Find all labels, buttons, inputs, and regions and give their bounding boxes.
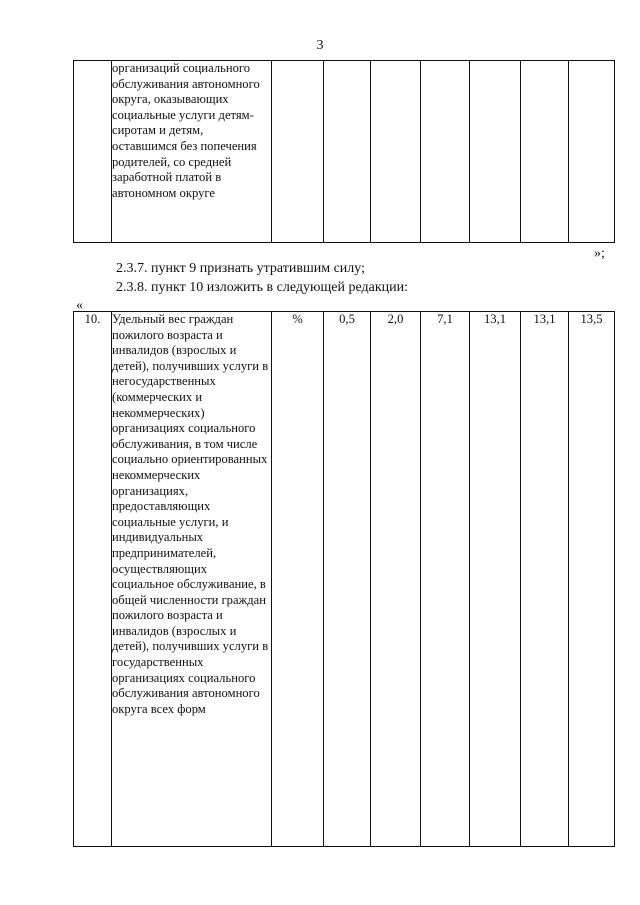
value-cell: 0,5 <box>324 312 371 847</box>
value-cell <box>371 61 421 243</box>
closing-quote: »; <box>594 246 605 261</box>
value-cell <box>569 61 615 243</box>
unit-cell: % <box>272 312 324 847</box>
value-cell <box>521 61 569 243</box>
table-row <box>74 61 615 243</box>
value-cell <box>421 61 470 243</box>
value-cell <box>470 61 521 243</box>
indicator-cell <box>112 61 272 243</box>
unit-cell <box>272 61 324 243</box>
row-number: 10. <box>74 312 112 847</box>
paragraph-2-3-8: 2.3.8. пункт 10 изложить в следующей редакции: <box>116 280 408 295</box>
paragraph-2-3-7: 2.3.7. пункт 9 признать утратившим силу; <box>116 261 365 276</box>
opening-quote: « <box>76 298 83 313</box>
page-number: 3 <box>316 38 324 53</box>
table-continuation <box>73 60 615 243</box>
number-cell <box>74 61 112 243</box>
indicator-cell <box>112 312 272 847</box>
value-cell: 7,1 <box>421 312 470 847</box>
value-cell <box>324 61 371 243</box>
value-cell: 13,1 <box>521 312 569 847</box>
table-row <box>74 312 615 847</box>
value-cell: 13,1 <box>470 312 521 847</box>
value-cell: 13,5 <box>569 312 615 847</box>
table-indicator-10 <box>73 311 615 847</box>
value-cell: 2,0 <box>371 312 421 847</box>
indicator-text: организаций социального обслуживания автономного округа, оказывающих социальные услуги детям-сиротам и детям, оставшимся без попечения родителей, со средней заработной платой в автономном округе <box>112 61 260 200</box>
indicator-text: Удельный вес граждан пожилого возраста и инвалидов (взрослых и детей), получивших услуги в негосударственных (коммерческих и некоммерческих) организациях социального обслуживания, в том числе социально ориентированных некоммерческих организациях, предоставляющих социальные услуги, и индивидуальных предпринимателей, осуществляющих социальное обслуживание, в общей численности граждан пожилого возраста и инвалидов (взрослых и детей), получивших услуги в государственных организациях социального обслуживания автономного округа всех форм <box>112 312 269 716</box>
